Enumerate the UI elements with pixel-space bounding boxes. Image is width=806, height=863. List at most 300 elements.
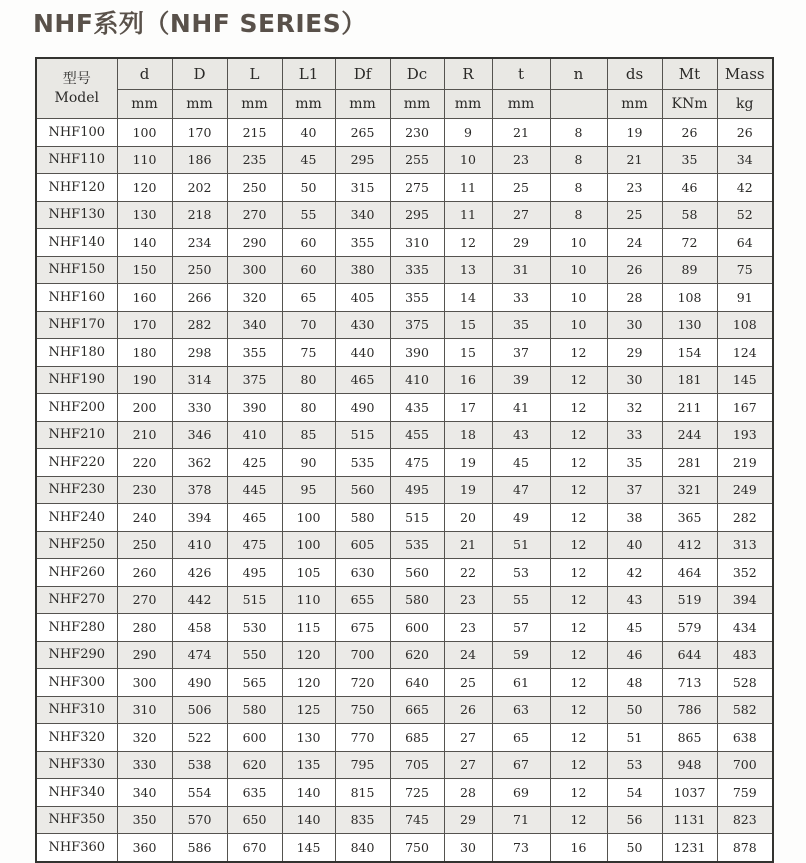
value-cell: 346 <box>172 421 227 449</box>
value-cell: 29 <box>607 339 662 367</box>
value-cell: 445 <box>227 476 282 504</box>
value-cell: 12 <box>550 476 607 504</box>
value-cell: 522 <box>172 724 227 752</box>
value-cell: 565 <box>227 669 282 697</box>
table-row <box>36 614 773 642</box>
value-cell: 61 <box>492 669 550 697</box>
value-cell: 35 <box>607 449 662 477</box>
value-cell: 330 <box>117 751 172 779</box>
value-cell: 100 <box>282 504 335 532</box>
value-cell: 48 <box>607 669 662 697</box>
value-cell: 586 <box>172 834 227 862</box>
value-cell: 33 <box>492 284 550 312</box>
value-cell: 12 <box>550 366 607 394</box>
value-cell: 786 <box>662 696 717 724</box>
value-cell: 23 <box>444 614 492 642</box>
value-cell: 250 <box>117 531 172 559</box>
column-unit-t: mm <box>492 90 550 119</box>
column-header-dc: Dc <box>390 58 444 90</box>
value-cell: 235 <box>227 146 282 174</box>
value-cell: 24 <box>607 229 662 257</box>
value-cell: 41 <box>492 394 550 422</box>
model-cell: NHF330 <box>36 751 117 779</box>
value-cell: 10 <box>444 146 492 174</box>
value-cell: 1131 <box>662 806 717 834</box>
value-cell: 115 <box>282 614 335 642</box>
column-unit-l: mm <box>227 90 282 119</box>
value-cell: 635 <box>227 779 282 807</box>
value-cell: 435 <box>390 394 444 422</box>
value-cell: 12 <box>550 614 607 642</box>
value-cell: 495 <box>227 559 282 587</box>
table-row <box>36 311 773 339</box>
value-cell: 8 <box>550 174 607 202</box>
model-cell: NHF340 <box>36 779 117 807</box>
value-cell: 580 <box>335 504 390 532</box>
model-cell: NHF320 <box>36 724 117 752</box>
value-cell: 45 <box>607 614 662 642</box>
column-header-n: n <box>550 58 607 90</box>
value-cell: 26 <box>607 256 662 284</box>
value-cell: 12 <box>550 751 607 779</box>
value-cell: 14 <box>444 284 492 312</box>
value-cell: 394 <box>717 586 773 614</box>
value-cell: 410 <box>227 421 282 449</box>
value-cell: 186 <box>172 146 227 174</box>
model-cell: NHF150 <box>36 256 117 284</box>
value-cell: 12 <box>550 669 607 697</box>
value-cell: 37 <box>492 339 550 367</box>
value-cell: 234 <box>172 229 227 257</box>
model-cell: NHF300 <box>36 669 117 697</box>
model-cell: NHF180 <box>36 339 117 367</box>
value-cell: 878 <box>717 834 773 862</box>
value-cell: 638 <box>717 724 773 752</box>
value-cell: 13 <box>444 256 492 284</box>
value-cell: 12 <box>550 779 607 807</box>
value-cell: 519 <box>662 586 717 614</box>
value-cell: 362 <box>172 449 227 477</box>
table-row <box>36 806 773 834</box>
value-cell: 464 <box>662 559 717 587</box>
value-cell: 620 <box>227 751 282 779</box>
value-cell: 835 <box>335 806 390 834</box>
value-cell: 135 <box>282 751 335 779</box>
table-row <box>36 174 773 202</box>
table-row <box>36 229 773 257</box>
value-cell: 700 <box>717 751 773 779</box>
value-cell: 60 <box>282 256 335 284</box>
table-row <box>36 394 773 422</box>
value-cell: 90 <box>282 449 335 477</box>
value-cell: 270 <box>227 201 282 229</box>
value-cell: 181 <box>662 366 717 394</box>
value-cell: 140 <box>117 229 172 257</box>
value-cell: 38 <box>607 504 662 532</box>
value-cell: 281 <box>662 449 717 477</box>
value-cell: 360 <box>117 834 172 862</box>
value-cell: 412 <box>662 531 717 559</box>
value-cell: 390 <box>390 339 444 367</box>
value-cell: 12 <box>550 806 607 834</box>
value-cell: 110 <box>117 146 172 174</box>
value-cell: 75 <box>282 339 335 367</box>
value-cell: 75 <box>717 256 773 284</box>
value-cell: 528 <box>717 669 773 697</box>
value-cell: 823 <box>717 806 773 834</box>
value-cell: 50 <box>607 696 662 724</box>
column-unit-r: mm <box>444 90 492 119</box>
value-cell: 42 <box>717 174 773 202</box>
value-cell: 455 <box>390 421 444 449</box>
column-header-mass: Mass <box>717 58 773 90</box>
value-cell: 64 <box>717 229 773 257</box>
value-cell: 282 <box>717 504 773 532</box>
value-cell: 665 <box>390 696 444 724</box>
value-cell: 770 <box>335 724 390 752</box>
value-cell: 19 <box>444 476 492 504</box>
model-cell: NHF360 <box>36 834 117 862</box>
value-cell: 29 <box>444 806 492 834</box>
model-cell: NHF120 <box>36 174 117 202</box>
value-cell: 865 <box>662 724 717 752</box>
value-cell: 23 <box>607 174 662 202</box>
value-cell: 29 <box>492 229 550 257</box>
value-cell: 12 <box>550 394 607 422</box>
value-cell: 300 <box>117 669 172 697</box>
value-cell: 282 <box>172 311 227 339</box>
column-header-t: t <box>492 58 550 90</box>
value-cell: 63 <box>492 696 550 724</box>
value-cell: 12 <box>550 421 607 449</box>
value-cell: 56 <box>607 806 662 834</box>
column-header-l1: L1 <box>282 58 335 90</box>
table-row <box>36 696 773 724</box>
value-cell: 202 <box>172 174 227 202</box>
value-cell: 210 <box>117 421 172 449</box>
value-cell: 355 <box>227 339 282 367</box>
value-cell: 25 <box>607 201 662 229</box>
value-cell: 27 <box>492 201 550 229</box>
model-cell: NHF130 <box>36 201 117 229</box>
model-cell: NHF210 <box>36 421 117 449</box>
value-cell: 280 <box>117 614 172 642</box>
value-cell: 475 <box>390 449 444 477</box>
value-cell: 19 <box>607 119 662 147</box>
value-cell: 330 <box>172 394 227 422</box>
value-cell: 644 <box>662 641 717 669</box>
value-cell: 255 <box>390 146 444 174</box>
value-cell: 70 <box>282 311 335 339</box>
value-cell: 190 <box>117 366 172 394</box>
value-cell: 320 <box>117 724 172 752</box>
value-cell: 720 <box>335 669 390 697</box>
column-header-r: R <box>444 58 492 90</box>
value-cell: 705 <box>390 751 444 779</box>
value-cell: 655 <box>335 586 390 614</box>
spec-table <box>35 57 774 863</box>
value-cell: 313 <box>717 531 773 559</box>
value-cell: 12 <box>550 504 607 532</box>
column-unit-d: mm <box>117 90 172 119</box>
value-cell: 483 <box>717 641 773 669</box>
value-cell: 275 <box>390 174 444 202</box>
header-unit-row <box>36 90 773 119</box>
value-cell: 535 <box>390 531 444 559</box>
value-cell: 298 <box>172 339 227 367</box>
column-header-d: D <box>172 58 227 90</box>
value-cell: 26 <box>662 119 717 147</box>
column-unit-mass: kg <box>717 90 773 119</box>
value-cell: 211 <box>662 394 717 422</box>
value-cell: 554 <box>172 779 227 807</box>
value-cell: 230 <box>390 119 444 147</box>
value-cell: 458 <box>172 614 227 642</box>
value-cell: 150 <box>117 256 172 284</box>
value-cell: 434 <box>717 614 773 642</box>
value-cell: 425 <box>227 449 282 477</box>
column-header-d: d <box>117 58 172 90</box>
value-cell: 560 <box>335 476 390 504</box>
value-cell: 530 <box>227 614 282 642</box>
table-row <box>36 669 773 697</box>
value-cell: 10 <box>550 229 607 257</box>
value-cell: 37 <box>607 476 662 504</box>
value-cell: 265 <box>335 119 390 147</box>
table-row <box>36 641 773 669</box>
value-cell: 170 <box>172 119 227 147</box>
value-cell: 26 <box>717 119 773 147</box>
value-cell: 21 <box>607 146 662 174</box>
value-cell: 120 <box>117 174 172 202</box>
table-row <box>36 339 773 367</box>
model-cell: NHF260 <box>36 559 117 587</box>
value-cell: 352 <box>717 559 773 587</box>
value-cell: 167 <box>717 394 773 422</box>
column-unit-ds: mm <box>607 90 662 119</box>
table-row <box>36 504 773 532</box>
model-cell: NHF270 <box>36 586 117 614</box>
column-header-ds: ds <box>607 58 662 90</box>
value-cell: 20 <box>444 504 492 532</box>
value-cell: 25 <box>444 669 492 697</box>
table-row <box>36 531 773 559</box>
value-cell: 23 <box>492 146 550 174</box>
header-symbol-row <box>36 58 773 90</box>
value-cell: 89 <box>662 256 717 284</box>
table-row <box>36 586 773 614</box>
value-cell: 25 <box>492 174 550 202</box>
value-cell: 11 <box>444 174 492 202</box>
table-body <box>36 119 773 862</box>
value-cell: 145 <box>282 834 335 862</box>
value-cell: 45 <box>492 449 550 477</box>
value-cell: 1231 <box>662 834 717 862</box>
value-cell: 47 <box>492 476 550 504</box>
table-row <box>36 201 773 229</box>
value-cell: 170 <box>117 311 172 339</box>
value-cell: 12 <box>550 696 607 724</box>
value-cell: 46 <box>662 174 717 202</box>
value-cell: 320 <box>227 284 282 312</box>
value-cell: 335 <box>390 256 444 284</box>
value-cell: 465 <box>335 366 390 394</box>
table-row <box>36 284 773 312</box>
value-cell: 675 <box>335 614 390 642</box>
value-cell: 43 <box>607 586 662 614</box>
value-cell: 375 <box>390 311 444 339</box>
value-cell: 495 <box>390 476 444 504</box>
value-cell: 53 <box>607 751 662 779</box>
value-cell: 290 <box>117 641 172 669</box>
value-cell: 19 <box>444 449 492 477</box>
value-cell: 108 <box>662 284 717 312</box>
value-cell: 27 <box>444 751 492 779</box>
value-cell: 31 <box>492 256 550 284</box>
value-cell: 538 <box>172 751 227 779</box>
value-cell: 200 <box>117 394 172 422</box>
value-cell: 8 <box>550 201 607 229</box>
value-cell: 32 <box>607 394 662 422</box>
model-cell: NHF140 <box>36 229 117 257</box>
value-cell: 120 <box>282 641 335 669</box>
value-cell: 570 <box>172 806 227 834</box>
value-cell: 650 <box>227 806 282 834</box>
value-cell: 10 <box>550 256 607 284</box>
table-row <box>36 146 773 174</box>
value-cell: 42 <box>607 559 662 587</box>
value-cell: 506 <box>172 696 227 724</box>
value-cell: 605 <box>335 531 390 559</box>
table-header <box>36 58 773 119</box>
column-unit-l1: mm <box>282 90 335 119</box>
value-cell: 15 <box>444 311 492 339</box>
value-cell: 60 <box>282 229 335 257</box>
column-header-df: Df <box>335 58 390 90</box>
value-cell: 12 <box>550 586 607 614</box>
value-cell: 34 <box>717 146 773 174</box>
value-cell: 12 <box>550 724 607 752</box>
value-cell: 340 <box>117 779 172 807</box>
value-cell: 28 <box>607 284 662 312</box>
value-cell: 50 <box>607 834 662 862</box>
value-cell: 65 <box>282 284 335 312</box>
value-cell: 154 <box>662 339 717 367</box>
value-cell: 39 <box>492 366 550 394</box>
value-cell: 35 <box>662 146 717 174</box>
table-row <box>36 834 773 862</box>
value-cell: 340 <box>335 201 390 229</box>
value-cell: 125 <box>282 696 335 724</box>
value-cell: 475 <box>227 531 282 559</box>
value-cell: 17 <box>444 394 492 422</box>
model-cell: NHF200 <box>36 394 117 422</box>
value-cell: 300 <box>227 256 282 284</box>
value-cell: 10 <box>550 311 607 339</box>
table-row <box>36 724 773 752</box>
value-cell: 24 <box>444 641 492 669</box>
value-cell: 759 <box>717 779 773 807</box>
value-cell: 535 <box>335 449 390 477</box>
value-cell: 71 <box>492 806 550 834</box>
value-cell: 53 <box>492 559 550 587</box>
value-cell: 140 <box>282 779 335 807</box>
value-cell: 310 <box>117 696 172 724</box>
value-cell: 321 <box>662 476 717 504</box>
model-cell: NHF190 <box>36 366 117 394</box>
value-cell: 120 <box>282 669 335 697</box>
model-cell: NHF110 <box>36 146 117 174</box>
value-cell: 12 <box>550 449 607 477</box>
value-cell: 440 <box>335 339 390 367</box>
value-cell: 65 <box>492 724 550 752</box>
value-cell: 640 <box>390 669 444 697</box>
value-cell: 250 <box>172 256 227 284</box>
value-cell: 365 <box>662 504 717 532</box>
value-cell: 295 <box>390 201 444 229</box>
value-cell: 124 <box>717 339 773 367</box>
value-cell: 713 <box>662 669 717 697</box>
value-cell: 8 <box>550 119 607 147</box>
value-cell: 49 <box>492 504 550 532</box>
value-cell: 51 <box>492 531 550 559</box>
value-cell: 52 <box>717 201 773 229</box>
value-cell: 295 <box>335 146 390 174</box>
value-cell: 45 <box>282 146 335 174</box>
value-cell: 59 <box>492 641 550 669</box>
value-cell: 314 <box>172 366 227 394</box>
column-unit-d: mm <box>172 90 227 119</box>
value-cell: 290 <box>227 229 282 257</box>
value-cell: 22 <box>444 559 492 587</box>
value-cell: 600 <box>390 614 444 642</box>
value-cell: 16 <box>444 366 492 394</box>
value-cell: 795 <box>335 751 390 779</box>
value-cell: 250 <box>227 174 282 202</box>
value-cell: 215 <box>227 119 282 147</box>
value-cell: 340 <box>227 311 282 339</box>
value-cell: 28 <box>444 779 492 807</box>
model-label-cn: 型号 <box>62 70 91 87</box>
value-cell: 474 <box>172 641 227 669</box>
model-cell: NHF290 <box>36 641 117 669</box>
value-cell: 700 <box>335 641 390 669</box>
value-cell: 582 <box>717 696 773 724</box>
value-cell: 430 <box>335 311 390 339</box>
value-cell: 15 <box>444 339 492 367</box>
value-cell: 405 <box>335 284 390 312</box>
value-cell: 465 <box>227 504 282 532</box>
value-cell: 745 <box>390 806 444 834</box>
spec-table-container <box>35 57 774 863</box>
model-column-header <box>36 58 117 119</box>
value-cell: 375 <box>227 366 282 394</box>
value-cell: 218 <box>172 201 227 229</box>
value-cell: 91 <box>717 284 773 312</box>
value-cell: 18 <box>444 421 492 449</box>
value-cell: 750 <box>390 834 444 862</box>
value-cell: 30 <box>444 834 492 862</box>
value-cell: 8 <box>550 146 607 174</box>
value-cell: 73 <box>492 834 550 862</box>
value-cell: 394 <box>172 504 227 532</box>
table-row <box>36 751 773 779</box>
value-cell: 579 <box>662 614 717 642</box>
value-cell: 948 <box>662 751 717 779</box>
model-cell: NHF350 <box>36 806 117 834</box>
value-cell: 220 <box>117 449 172 477</box>
model-cell: NHF170 <box>36 311 117 339</box>
